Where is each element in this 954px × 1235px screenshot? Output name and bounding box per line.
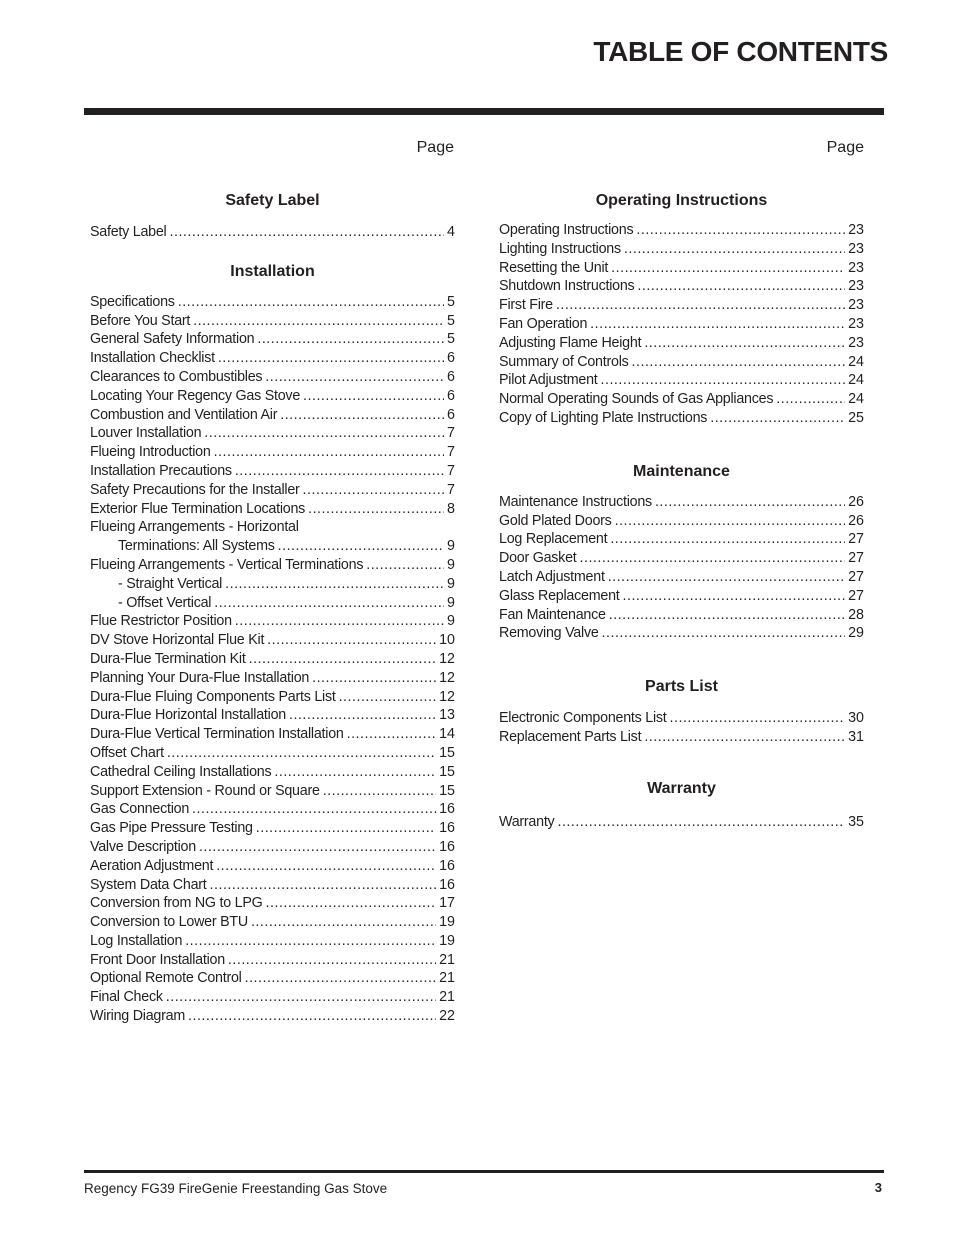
toc-entry-title: Aeration Adjustment: [90, 857, 214, 874]
dot-leader: [602, 624, 846, 643]
toc-entry-page: 13: [439, 707, 455, 724]
dot-leader: [624, 240, 845, 259]
toc-list-operating-instructions: [499, 221, 864, 428]
toc-entry-page: 26: [848, 493, 864, 510]
page-title: TABLE OF CONTENTS: [593, 36, 888, 67]
dot-leader: [303, 481, 445, 500]
toc-entry: [90, 669, 455, 688]
toc-entry: [90, 387, 455, 406]
toc-entry: [499, 530, 864, 549]
dot-leader: [185, 932, 436, 951]
toc-entry: [90, 631, 455, 650]
toc-entry-page: 26: [848, 512, 864, 529]
toc-entry-title: Installation Checklist: [90, 350, 215, 367]
toc-entry: [90, 838, 455, 857]
toc-entry-title: Pilot Adjustment: [499, 372, 598, 389]
toc-entry-page: 23: [848, 222, 864, 238]
section-title-installation: Installation: [230, 262, 315, 280]
toc-entry-page: 22: [439, 1008, 455, 1025]
toc-entry: [499, 512, 864, 531]
footer-rule: [84, 1170, 884, 1173]
toc-entry-page: 9: [447, 575, 455, 592]
toc-entry: [499, 568, 864, 587]
toc-entry-page: 12: [439, 688, 455, 705]
toc-entry-title: Door Gasket: [499, 550, 577, 567]
toc-entry: [90, 894, 455, 913]
dot-leader: [218, 349, 444, 368]
section-title-safety-label: Safety Label: [225, 192, 320, 209]
toc-entry-title: Conversion to Lower BTU: [90, 914, 248, 931]
dot-leader: [339, 688, 437, 707]
toc-entry: [90, 800, 455, 819]
toc-entry-page: 15: [439, 744, 455, 761]
dot-leader: [609, 606, 845, 625]
toc-entry-page: 23: [848, 278, 864, 295]
toc-entry-page: 14: [439, 726, 455, 743]
toc-entry: [90, 481, 455, 500]
dot-leader: [366, 556, 444, 575]
toc-entry: [90, 951, 455, 970]
toc-entry-page: 24: [848, 353, 864, 370]
toc-entry-title: Specifications: [90, 293, 175, 310]
dot-leader: [644, 334, 845, 353]
toc-entry: [499, 353, 864, 372]
toc-entry-title: Front Door Installation: [90, 951, 225, 968]
toc-entry-page: 24: [848, 372, 864, 389]
toc-left-column: [90, 138, 455, 1026]
toc-entry: [90, 650, 455, 669]
toc-entry: [499, 240, 864, 259]
toc-entry-title: Support Extension - Round or Square: [90, 782, 320, 799]
toc-entry-page: 21: [439, 989, 455, 1006]
toc-entry-page: 4: [447, 224, 455, 240]
toc-entry-title: Louver Installation: [90, 425, 202, 442]
toc-entry-title: - Straight Vertical: [118, 575, 223, 592]
toc-entry-title: - Offset Vertical: [118, 594, 212, 611]
toc-entry-title: Flue Restrictor Position: [90, 613, 232, 630]
toc-entry-title: Maintenance Instructions: [499, 493, 652, 510]
toc-entry-title: Log Installation: [90, 932, 183, 949]
toc-entry-title: Exterior Flue Termination Locations: [90, 500, 306, 517]
toc-entry: [90, 706, 455, 725]
dot-leader: [245, 969, 437, 988]
dot-leader: [636, 221, 845, 240]
toc-entry-page: 5: [447, 293, 455, 310]
toc-entry: [90, 913, 455, 932]
dot-leader: [303, 387, 444, 406]
dot-leader: [710, 409, 845, 428]
toc-entry-page: 9: [447, 538, 455, 555]
toc-entry: [499, 409, 864, 428]
toc-entry-title: Adjusting Flame Height: [499, 334, 642, 351]
toc-entry: [90, 988, 455, 1007]
dot-leader: [557, 813, 845, 832]
section-title-warranty: Warranty: [647, 779, 716, 797]
toc-entry: [90, 312, 455, 331]
dot-leader: [323, 782, 436, 801]
toc-entry-page: 9: [447, 613, 455, 630]
dot-leader: [178, 293, 444, 312]
dot-leader: [199, 838, 436, 857]
toc-entry-title: Flueing Arrangements - Vertical Terminations: [90, 556, 364, 573]
section-title-operating-instructions: Operating Instructions: [595, 192, 768, 209]
toc-entry-page: 31: [848, 728, 864, 745]
toc-entry-title: Warranty: [499, 813, 555, 830]
toc-entry-title: Planning Your Dura-Flue Installation: [90, 669, 310, 686]
toc-entry-page: 6: [447, 387, 455, 404]
section-title-maintenance: Maintenance: [633, 462, 730, 480]
toc-entry-title: Conversion from NG to LPG: [90, 895, 263, 912]
toc-entry-title: Removing Valve: [499, 625, 599, 642]
dot-leader: [235, 612, 444, 631]
toc-entry-page: 21: [439, 951, 455, 968]
toc-entry: [499, 315, 864, 334]
toc-entry-title: Resetting the Unit: [499, 259, 609, 276]
toc-list-installation: [90, 293, 455, 1026]
toc-entry: [499, 390, 864, 409]
dot-leader: [556, 296, 845, 315]
dot-leader: [610, 530, 845, 549]
toc-entry-page: 15: [439, 782, 455, 799]
dot-leader: [623, 587, 846, 606]
dot-leader: [601, 371, 846, 390]
toc-entry-page: 19: [439, 932, 455, 949]
toc-entry-title: General Safety Information: [90, 331, 255, 348]
dot-leader: [210, 876, 437, 895]
toc-entry: [90, 537, 455, 556]
toc-entry-title: Flueing Introduction: [90, 444, 211, 461]
dot-leader: [166, 988, 436, 1007]
dot-leader: [308, 500, 444, 519]
toc-entry-title: Gas Connection: [90, 801, 190, 818]
toc-entry: [90, 969, 455, 988]
toc-entry: [499, 493, 864, 512]
dot-leader: [615, 512, 846, 531]
toc-list-parts-list: [499, 709, 864, 747]
toc-entry: [499, 259, 864, 278]
toc-entry: [90, 349, 455, 368]
toc-entry-title: Gold Plated Doors: [499, 512, 612, 529]
toc-entry-page: 7: [447, 444, 455, 461]
toc-entry-title: Operating Instructions: [499, 222, 634, 238]
toc-entry-title: Fan Maintenance: [499, 606, 606, 623]
dot-leader: [225, 575, 444, 594]
dot-leader: [228, 951, 436, 970]
toc-entry: [90, 1007, 455, 1026]
toc-entry: [499, 549, 864, 568]
toc-entry: [90, 575, 455, 594]
dot-leader: [637, 277, 845, 296]
toc-entry-title: Latch Adjustment: [499, 568, 605, 585]
toc-entry-title: Locating Your Regency Gas Stove: [90, 387, 301, 404]
toc-entry: [90, 518, 455, 537]
toc-entry: [90, 406, 455, 425]
toc-entry-page: 7: [447, 425, 455, 442]
toc-entry: [90, 368, 455, 387]
toc-entry: [90, 424, 455, 443]
toc-entry-title: First Fire: [499, 297, 553, 314]
toc-entry-page: 23: [848, 334, 864, 351]
toc-entry-page: 9: [447, 556, 455, 573]
toc-entry-page: 19: [439, 914, 455, 931]
toc-entry: [499, 606, 864, 625]
dot-leader: [204, 424, 444, 443]
toc-entry-title: Cathedral Ceiling Installations: [90, 763, 272, 780]
toc-entry: [499, 587, 864, 606]
toc-entry: [90, 594, 455, 613]
dot-leader: [347, 725, 436, 744]
toc-entry-page: 6: [447, 406, 455, 423]
dot-leader: [580, 549, 846, 568]
footer-page-number: 3: [874, 1180, 882, 1195]
toc-entry-page: 7: [447, 462, 455, 479]
toc-entry-page: 25: [848, 409, 864, 426]
toc-entry: [90, 556, 455, 575]
toc-list-maintenance: [499, 493, 864, 643]
toc-entry-title: Combustion and Ventilation Air: [90, 406, 278, 423]
toc-entry-page: 16: [439, 820, 455, 837]
toc-entry-title: Lighting Instructions: [499, 240, 621, 257]
toc-entry: [90, 763, 455, 782]
toc-entry: [90, 876, 455, 895]
toc-entry-page: 30: [848, 710, 864, 727]
toc-entry-page: 27: [848, 531, 864, 548]
toc-entry-title: Dura-Flue Termination Kit: [90, 650, 246, 667]
toc-entry: [90, 857, 455, 876]
toc-entry-title: DV Stove Horizontal Flue Kit: [90, 632, 265, 649]
page-column-label: Page: [826, 139, 864, 156]
dot-leader: [274, 763, 436, 782]
toc-entry-title: Normal Operating Sounds of Gas Appliances: [499, 391, 774, 408]
toc-list-warranty: [499, 813, 864, 832]
dot-leader: [266, 894, 437, 913]
toc-entry-page: 16: [439, 838, 455, 855]
dot-leader: [280, 406, 444, 425]
toc-entry-page: 16: [439, 857, 455, 874]
dot-leader: [214, 443, 444, 462]
dot-leader: [170, 223, 445, 242]
toc-entry-page: 17: [439, 895, 455, 912]
toc-entry-title: Dura-Flue Vertical Termination Installation: [90, 726, 344, 743]
dot-leader: [611, 259, 845, 278]
dot-leader: [256, 819, 436, 838]
toc-entry-title: Gas Pipe Pressure Testing: [90, 820, 253, 837]
toc-entry-page: 23: [848, 297, 864, 314]
toc-entry-page: 27: [848, 550, 864, 567]
toc-entry: [499, 221, 864, 240]
toc-entry-title: Safety Label: [90, 224, 167, 240]
dot-leader: [188, 1007, 436, 1026]
toc-entry-page: 21: [439, 970, 455, 987]
toc-entry-title: Log Replacement: [499, 531, 608, 548]
dot-leader: [278, 537, 444, 556]
dot-leader: [167, 744, 436, 763]
toc-entry: [499, 277, 864, 296]
dot-leader: [267, 631, 436, 650]
toc-entry-title: Final Check: [90, 989, 163, 1006]
toc-entry: [499, 728, 864, 747]
toc-entry-page: 24: [848, 391, 864, 408]
toc-entry-page: 5: [447, 312, 455, 329]
toc-entry-title: Flueing Arrangements - Horizontal: [90, 519, 299, 536]
toc-entry-title: Glass Replacement: [499, 587, 620, 604]
dot-leader: [644, 728, 845, 747]
toc-entry-page: 6: [447, 368, 455, 385]
toc-entry: [90, 462, 455, 481]
toc-entry-title: Summary of Controls: [499, 353, 629, 370]
toc-entry-title: Offset Chart: [90, 744, 164, 761]
dot-leader: [214, 594, 444, 613]
toc-entry-title: Shutdown Instructions: [499, 278, 635, 295]
toc-entry-page: 7: [447, 481, 455, 498]
toc-entry: [90, 688, 455, 707]
toc-entry-page: 16: [439, 876, 455, 893]
dot-leader: [312, 669, 436, 688]
toc-entry-page: 16: [439, 801, 455, 818]
toc-entry: [90, 725, 455, 744]
toc-entry: [90, 293, 455, 312]
toc-entry: [90, 223, 455, 242]
toc-entry-page: 27: [848, 587, 864, 604]
toc-entry-title: Optional Remote Control: [90, 970, 242, 987]
dot-leader: [257, 330, 444, 349]
toc-entry: [499, 709, 864, 728]
toc-entry-title: Terminations: All Systems: [118, 538, 275, 555]
toc-entry-page: 35: [848, 813, 864, 830]
dot-leader: [655, 493, 845, 512]
dot-leader: [265, 368, 444, 387]
toc-entry: [90, 330, 455, 349]
toc-entry-page: 12: [439, 669, 455, 686]
toc-entry-page: 23: [848, 315, 864, 332]
toc-entry-title: Before You Start: [90, 312, 191, 329]
toc-entry-title: Installation Precautions: [90, 462, 232, 479]
dot-leader: [590, 315, 845, 334]
toc-entry-title: Copy of Lighting Plate Instructions: [499, 409, 708, 426]
toc-entry: [90, 932, 455, 951]
toc-entry-title: Replacement Parts List: [499, 728, 642, 745]
toc-entry-page: 9: [447, 594, 455, 611]
dot-leader: [670, 709, 846, 728]
toc-entry: [90, 443, 455, 462]
toc-entry: [499, 813, 864, 832]
dot-leader: [289, 706, 436, 725]
toc-list-safety-label: [90, 223, 455, 242]
toc-entry: [90, 500, 455, 519]
toc-entry-title: Electronic Components List: [499, 710, 667, 727]
page-column-label: Page: [416, 139, 454, 156]
dot-leader: [608, 568, 845, 587]
toc-entry-page: 5: [447, 331, 455, 348]
dot-leader: [235, 462, 444, 481]
toc-entry: [499, 371, 864, 390]
toc-right-column: [499, 138, 864, 832]
dot-leader: [192, 800, 436, 819]
toc-entry-title: Clearances to Combustibles: [90, 368, 263, 385]
toc-entry-page: 23: [848, 259, 864, 276]
dot-leader: [632, 353, 846, 372]
toc-entry-title: Valve Description: [90, 838, 196, 855]
toc-entry-title: System Data Chart: [90, 876, 207, 893]
toc-entry-page: 6: [447, 350, 455, 367]
dot-leader: [193, 312, 444, 331]
footer-product-name: Regency FG39 FireGenie Freestanding Gas Stove: [84, 1181, 388, 1196]
toc-entry: [90, 744, 455, 763]
toc-entry: [499, 624, 864, 643]
toc-entry-page: 29: [848, 625, 864, 642]
toc-entry: [90, 612, 455, 631]
toc-entry-page: 15: [439, 763, 455, 780]
toc-entry-page: 28: [848, 606, 864, 623]
toc-entry-title: Dura-Flue Fluing Components Parts List: [90, 688, 336, 705]
toc-entry-page: 8: [447, 500, 455, 517]
toc-entry-page: 23: [848, 240, 864, 257]
dot-leader: [249, 650, 437, 669]
dot-leader: [216, 857, 436, 876]
toc-entry-title: Wiring Diagram: [90, 1008, 186, 1025]
toc-entry-title: Fan Operation: [499, 315, 588, 332]
toc-entry-page: 12: [439, 650, 455, 667]
toc-entry-title: Dura-Flue Horizontal Installation: [90, 707, 286, 724]
toc-entry: [499, 296, 864, 315]
toc-entry: [90, 782, 455, 801]
toc-entry-page: 27: [848, 568, 864, 585]
toc-entry-page: 10: [439, 632, 455, 649]
toc-entry: [499, 334, 864, 353]
toc-entry: [90, 819, 455, 838]
toc-entry-title: Safety Precautions for the Installer: [90, 481, 300, 498]
section-title-parts-list: Parts List: [645, 678, 718, 696]
dot-leader: [251, 913, 436, 932]
header-rule: [84, 108, 884, 115]
dot-leader: [776, 390, 845, 409]
